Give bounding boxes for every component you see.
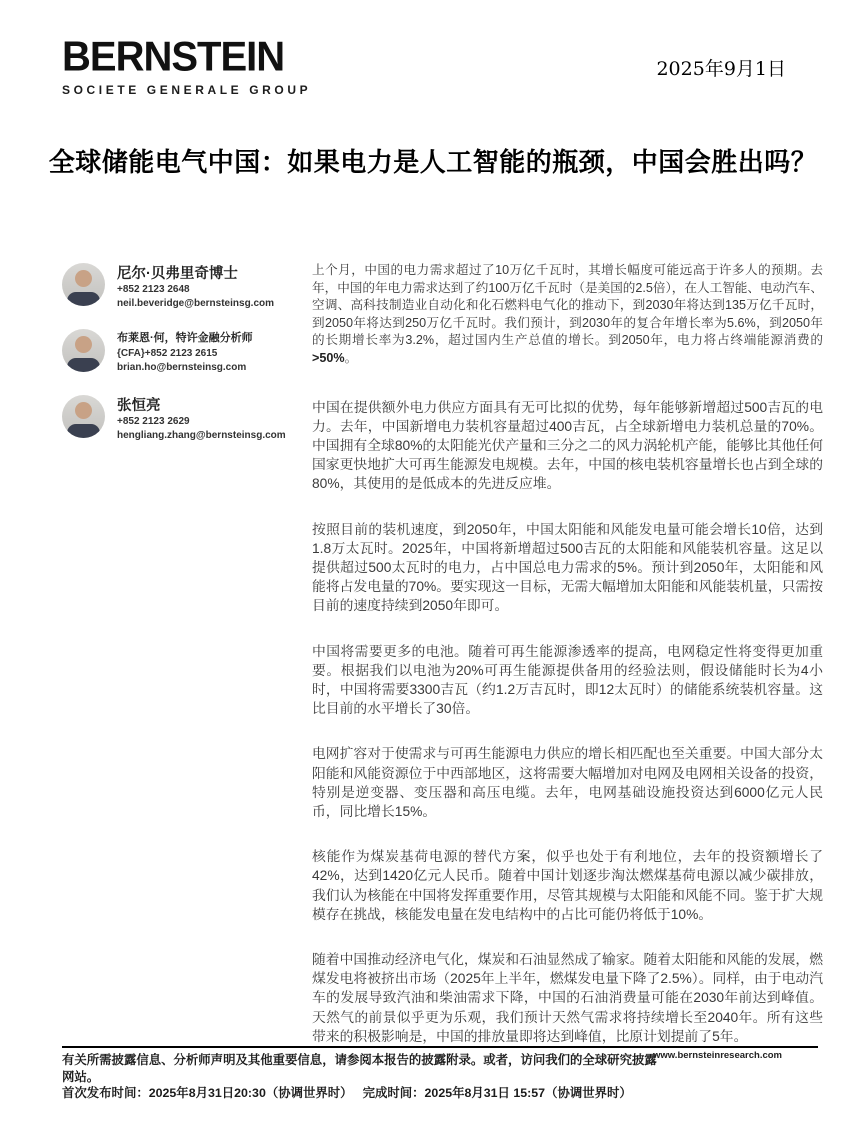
- avatar-head-shape: [75, 270, 92, 287]
- research-website-link[interactable]: www.bernsteinresearch.com: [652, 1050, 782, 1061]
- analyst-phone: +852 2123 2648: [117, 284, 190, 296]
- analyst-email-link[interactable]: neil.beveridge@bernsteinsg.com: [117, 298, 275, 310]
- body-paragraph: 按照目前的装机速度，到2050年，中国太阳能和风能发电量可能会增长10倍，达到1.8万太瓦时。2025年，中国将新增超过500吉瓦的太阳能和风能装机容量。这足以提供超过500太瓦时的电力，占中国总电力需求的5%。预计到2050年，太阳能和风能将占发电量的70%。要实现这一目标，无需大幅增加太阳能和风能装机量，只需按目前的速度持续到2050年即可。: [312, 521, 823, 614]
- avatar-head-shape: [75, 402, 92, 419]
- analyst-info: [117, 263, 274, 311]
- avatar-shoulders-shape: [67, 424, 100, 438]
- disclosure-note: 有关所需披露信息、分析师声明及其他重要信息，请参阅本报告的披露附录。或者，访问我们的全球研究披露网站。: [62, 1053, 657, 1085]
- analyst-name: 张恒亮: [117, 397, 161, 414]
- analyst-name: 尼尔·贝弗里奇博士: [117, 266, 238, 282]
- analyst-column: [62, 263, 307, 463]
- analyst-info: [117, 395, 286, 443]
- analyst-photo: [62, 263, 105, 306]
- analyst-phone: +852 2123 2629: [117, 415, 190, 427]
- footer-divider: [62, 1046, 818, 1048]
- analyst-name: 布莱恩·何，特许金融分析师: [117, 332, 253, 345]
- avatar-head-shape: [75, 336, 92, 353]
- logo-wordmark: BERNSTEIN: [62, 33, 285, 80]
- intro-paragraph: [312, 262, 823, 368]
- analyst-photo: [62, 395, 105, 438]
- body-paragraph: 电网扩容对于使需求与可再生能源电力供应的增长相匹配也至关重要。中国大部分太阳能和风能资源位于中西部地区，这将需要大幅增加对电网及电网相关设备的投资，特别是逆变器、变压器和高压电缆。去年，电网基础设施投资达到6000亿元人民币，同比增长15%。: [312, 746, 823, 820]
- report-body: [312, 262, 823, 1072]
- avatar-shoulders-shape: [67, 292, 100, 306]
- intro-suffix: 。: [344, 350, 358, 365]
- analyst-phone: {CFA}+852 2123 2615: [117, 347, 218, 359]
- body-paragraph: 中国在提供额外电力供应方面具有无可比拟的优势，每年能够新增超过500吉瓦的电力。去年，中国新增电力装机容量超过400吉瓦，占全球新增电力装机总量的70%。中国拥有全球80%的太阳能光伏产量和三分之二的风力涡轮机产能，能够比其他任何国家更快地扩大可再生能源发电规模。去年，中国的核电装机容量增长也占到全球的80%，其使用的是低成本的先进反应堆。: [312, 399, 823, 492]
- intro-highlight: >50%: [312, 350, 345, 365]
- analyst-photo: [62, 329, 105, 372]
- report-date: 2025年9月1日: [656, 58, 786, 80]
- published-timestamp: 首次发布时间：2025年8月31日20:30（协调世界时）: [62, 1086, 353, 1100]
- report-title: 全球储能电气中国：如果电力是人工智能的瓶颈，中国会胜出吗？: [48, 148, 818, 178]
- intro-text: 上个月，中国的电力需求超过了10万亿千瓦时，其增长幅度可能远高于许多人的预期。去年，中国的年电力需求达到了约100万亿千瓦时（是美国的2.5倍），在人工智能、电动汽车、空调、高科技制造业自动化和化石燃料电气化的推动下，到2030年将达到135万亿千瓦时，到2050年将达到250万亿千瓦时。我们预计，到2030年的复合年增长率为5.6%，到2050年的长期增长率为3.2%，超过国内生产总值的增长。到2050年，电力将占终端能源消费的: [312, 263, 823, 348]
- analyst-email-link[interactable]: brian.ho@bernsteinsg.com: [117, 361, 247, 373]
- body-paragraph: 中国将需要更多的电池。随着可再生能源渗透率的提高，电网稳定性将变得更加重要。根据我们以电池为20%可再生能源提供备用的经验法则，假设储能时长为4小时，中国将需要3300吉瓦（约1.2万吉瓦时，即12太瓦时）的储能系统装机容量。这比目前的水平增长了30倍。: [312, 643, 823, 717]
- analyst-email-link[interactable]: hengliang.zhang@bernsteinsg.com: [117, 429, 286, 441]
- bernstein-logo: [62, 33, 312, 97]
- analyst-entry: [62, 329, 307, 374]
- timestamps-line: [62, 1083, 642, 1101]
- analyst-info: [117, 329, 253, 374]
- body-paragraph: 随着中国推动经济电气化，煤炭和石油显然成了输家。随着太阳能和风能的发展，燃煤发电将被挤出市场（2025年上半年，燃煤发电量下降了2.5%）。同样，由于电动汽车的发展导致汽油和柴油需求下降，中国的石油消费量可能在2030年前达到峰值。天然气的前景似乎更为乐观，我们预计天然气需求将持续增长至2040年。所有这些带来的积极影响是，中国的排放量即将达到峰值，比原计划提前了5年。: [312, 952, 823, 1044]
- analyst-entry: [62, 263, 307, 311]
- body-paragraph: 核能作为煤炭基荷电源的替代方案，似乎也处于有利地位，去年的投资额增长了42%，达到1420亿元人民币。随着中国计划逐步淘汰燃煤基荷电源以减少碳排放，我们认为核能在中国将发挥重要作用，尽管其规模与太阳能和风能不同。鉴于扩大规模存在挑战，核能发电量在发电结构中的占比可能仍将低于10%。: [312, 849, 823, 922]
- analyst-entry: [62, 395, 307, 443]
- avatar-shoulders-shape: [67, 358, 100, 372]
- completed-timestamp: 完成时间：2025年8月31日 15:57（协调世界时）: [362, 1086, 632, 1100]
- logo-subtitle: SOCIETE GENERALE GROUP: [62, 83, 312, 97]
